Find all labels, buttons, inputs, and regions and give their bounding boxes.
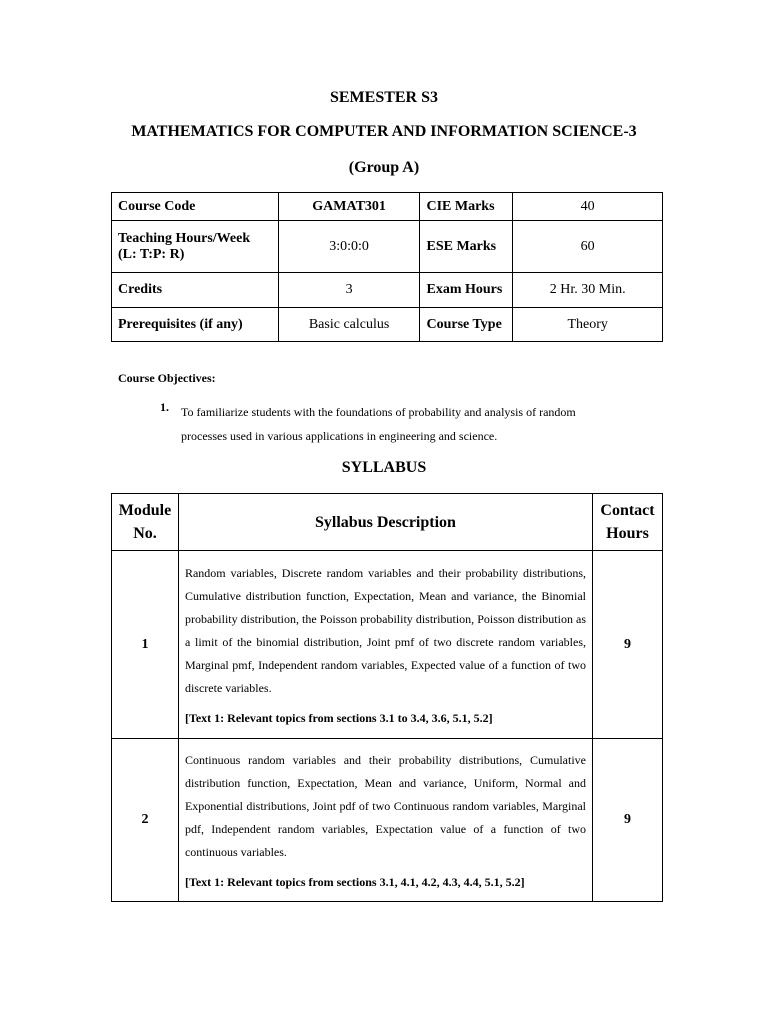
course-info-table	[111, 192, 663, 342]
course-type-value: Theory	[513, 308, 663, 342]
module-description-cell	[178, 551, 592, 739]
module-hours: 9	[593, 551, 663, 739]
ese-marks-label: ESE Marks	[420, 221, 513, 273]
course-info-row	[112, 273, 663, 308]
cie-marks-label: CIE Marks	[420, 193, 513, 221]
teaching-hours-label: Teaching Hours/Week (L: T:P: R)	[112, 221, 279, 273]
module-hours: 9	[593, 739, 663, 902]
table-row	[112, 739, 663, 902]
course-info-row	[112, 193, 663, 221]
course-info-row	[112, 308, 663, 342]
course-type-label: Course Type	[420, 308, 513, 342]
credits-value: 3	[278, 273, 420, 308]
module-number: 2	[112, 739, 179, 902]
course-info-row	[112, 221, 663, 273]
objective-number: 1.	[160, 400, 169, 414]
ese-marks-value: 60	[513, 221, 663, 273]
module-reference: [Text 1: Relevant topics from sections 3.1, 4.1, 4.2, 4.3, 4.4, 5.1, 5.2]	[184, 875, 525, 889]
course-title: MATHEMATICS FOR COMPUTER AND INFORMATION SCIENCE-3	[131, 123, 637, 140]
module-number: 1	[112, 551, 179, 739]
objective-text: To familiarize students with the foundations of probability and analysis of random processes used in various applications in engineering and science.	[181, 405, 576, 443]
objectives-heading: Course Objectives:	[118, 371, 216, 385]
description-header: Syllabus Description	[178, 494, 592, 551]
contact-hours-header: Contact Hours	[593, 494, 663, 551]
module-reference: [Text 1: Relevant topics from sections 3.1 to 3.4, 3.6, 5.1, 5.2]	[184, 711, 493, 725]
syllabus-header-row	[112, 494, 663, 551]
teaching-hours-value: 3:0:0:0	[278, 221, 420, 273]
credits-label: Credits	[112, 273, 279, 308]
module-description: Random variables, Discrete random variables and their probability distributions, Cumulative distribution function, Expectation, Mean and variance, the Binomial probability distribution, the Poisson probability distribution, Poisson distribution as a limit of the binomial distribution, Joint pmf of two discrete random variables, Marginal pmf, Independent random variables, Expected value of a function of two discrete variables.	[184, 566, 587, 695]
course-code-value: GAMAT301	[278, 193, 420, 221]
module-description-cell	[178, 739, 592, 902]
exam-hours-value: 2 Hr. 30 Min.	[513, 273, 663, 308]
semester-title: SEMESTER S3	[329, 89, 439, 106]
course-code-label: Course Code	[112, 193, 279, 221]
prerequisites-value: Basic calculus	[278, 308, 420, 342]
prerequisites-label: Prerequisites (if any)	[112, 308, 279, 342]
group-label: (Group A)	[348, 159, 420, 176]
module-no-header: Module No.	[112, 494, 179, 551]
table-row	[112, 551, 663, 739]
exam-hours-label: Exam Hours	[420, 273, 513, 308]
syllabus-heading: SYLLABUS	[341, 459, 427, 476]
module-description: Continuous random variables and their probability distributions, Cumulative distribution function, Expectation, Mean and variance, Uniform, Normal and Exponential distributions, Joint pdf of two Continuous random variables, Marginal pdf, Independent random variables, Expectation value of a function of two continuous variables.	[184, 753, 587, 859]
cie-marks-value: 40	[513, 193, 663, 221]
syllabus-table	[111, 493, 663, 902]
